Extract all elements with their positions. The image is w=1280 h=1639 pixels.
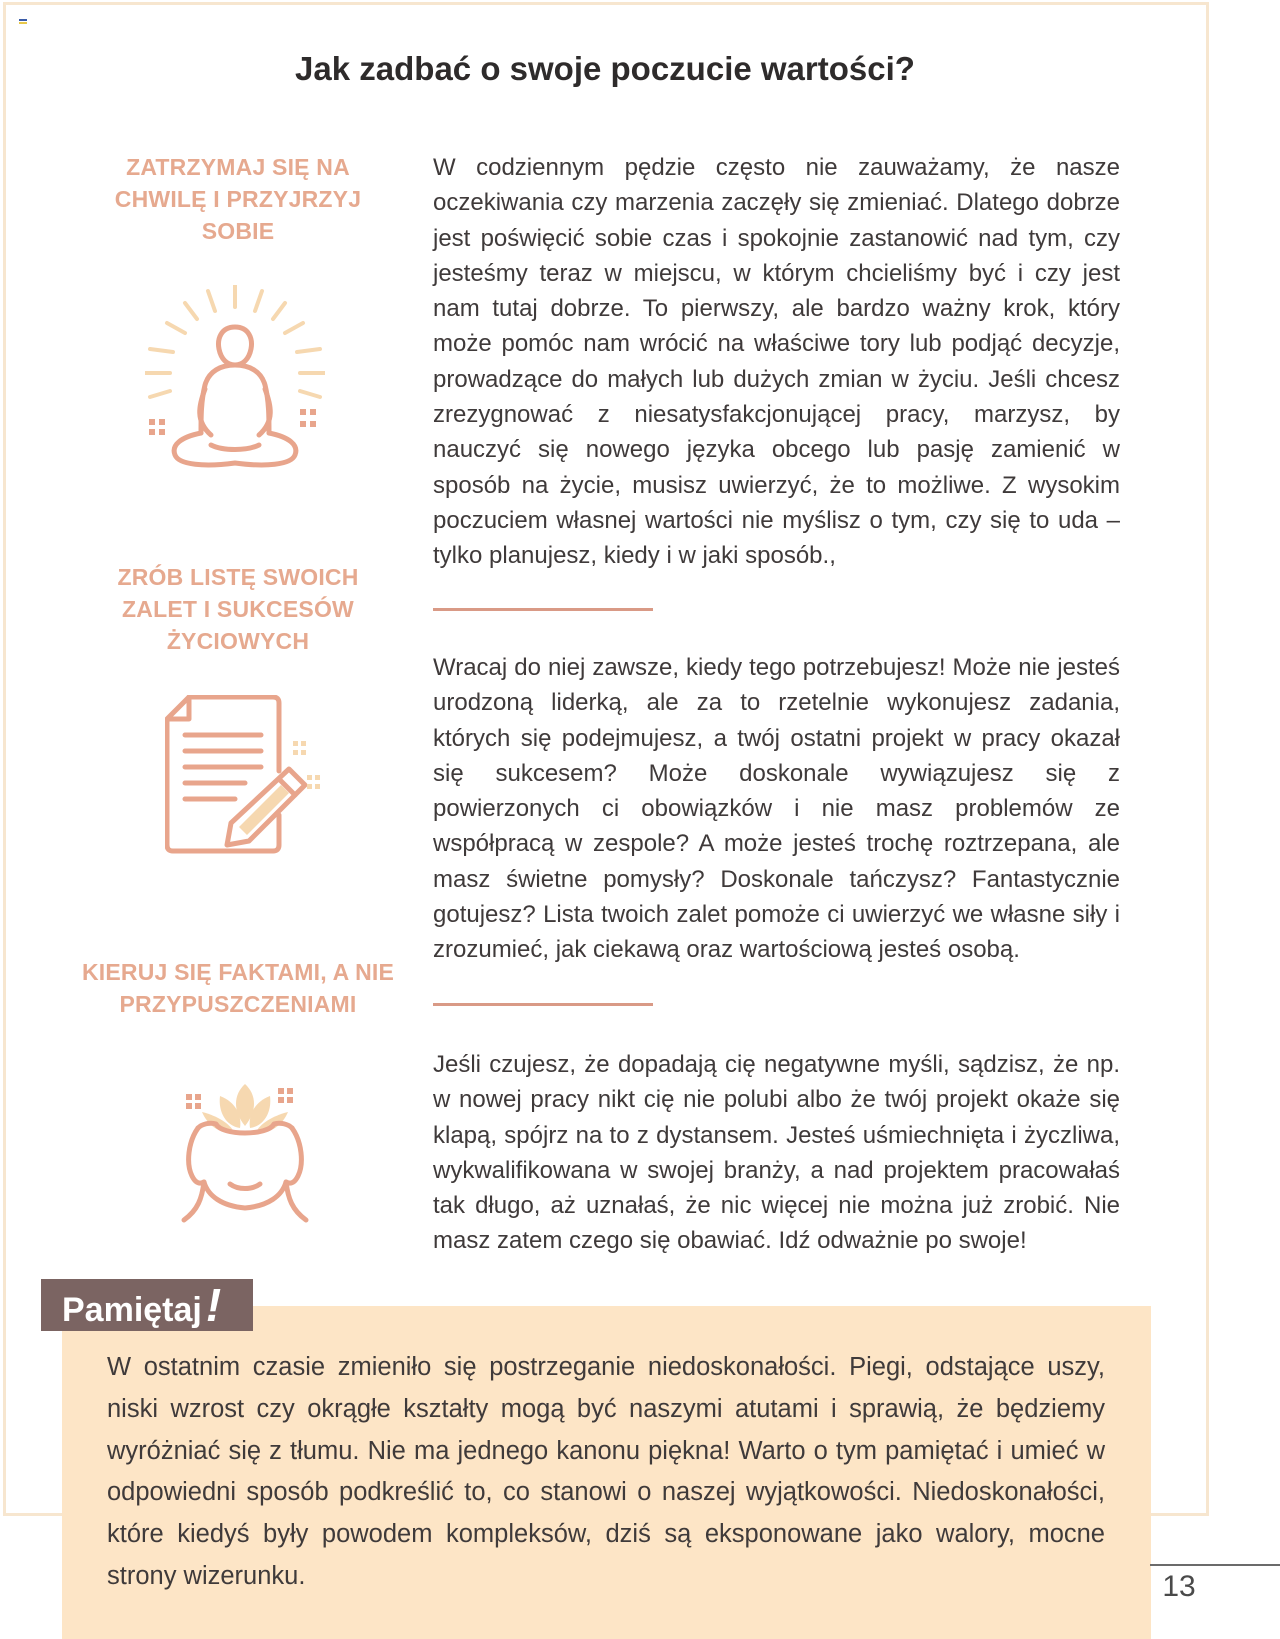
section-text-list: Wracaj do niej zawsze, kiedy tego potrzebujesz! Może nie jesteś urodzoną liderką, ale za to rzetelnie wykonujesz zadania, których się podejmujesz, a twój ostatni projekt w pracy okazał się sukcesem? Może doskonale wywiązujesz się z powierzonych ci obowiązków i nie masz problemów ze współpracą w zespole? A może jesteś trochę roztrzepana, ale masz świetne pomysły? Doskonale tańczysz? Fantastycznie gotujesz? Lista twoich zalet pomoże ci uwierzyć we własne siły i zrozumieć, jak ciekawą oraz wartościową jesteś osobą.	[433, 654, 1120, 964]
note-label-text: Pamiętaj	[62, 1291, 202, 1329]
section-heading-facts: KIERUJ SIĘ FAKTAMI, A NIE PRZYPUSZCZENIAMI	[81, 959, 395, 1017]
section-text-facts: Jeśli czujesz, że dopadają cię negatywne myśli, sądzisz, że np. w nowej pracy nikt cię nie polubi albo że twój projekt okaże się klapą, spójrz na to z dystansem. Jesteś uśmiechnięta i życzliwa, wykwalifikowana w swojej branży, a nad projektem pracowałaś tak długo, aż uznałaś, że nic więcej nie można już zrobić. Nie masz zatem czego się obawiać. Idź odważnie po swoje!	[433, 1051, 1120, 1255]
section-heading-pause: ZATRZYMAJ SIĘ NA CHWILĘ I PRZYJRZYJ SOBIE	[114, 154, 362, 244]
section-divider	[433, 1003, 653, 1006]
note-text: W ostatnim czasie zmieniło się postrzeganie niedoskonałości. Piegi, odstające uszy, niski wzrost czy okrągłe kształty mogą być naszymi atutami i sprawią, że będziemy wyróżniać się z tłumu. Nie ma jednego kanonu piękna! Warto o tym pamiętać i umieć w odpowiedni sposób podkreślić to, co stanowi o naszej wyjątkowości. Niedoskonałości, które kiedyś były powodem kompleksów, dziś są eksponowane jako walory, mocne strony wizerunku.	[107, 1353, 1105, 1590]
section-divider	[433, 608, 653, 611]
note-label	[41, 1279, 253, 1331]
meditation-icon	[145, 285, 325, 485]
page-number: 13	[1162, 1570, 1196, 1603]
section-text-pause: W codziennym pędzie często nie zauważamy, że nasze oczekiwania czy marzenia zaczęły się zmieniać. Dlatego dobrze jest poświęcić sobie czas i spokojnie zastanowić nad tym, czy jesteśmy teraz w miejscu, w którym chcieliśmy być i czy jest nam tutaj dobrze. To pierwszy, ale bardzo ważny krok, który może pomóc nam wrócić na właściwe tory lub podjąć decyzje, prowadzące do małych lub dużych zmian w życiu. Jeśli chcesz zrezygnować z niesatysfakcjonującej pracy, marzysz, by nauczyć się nowego języka obcego lub pasję zamienić w sposób na życie, musisz uwierzyć, że to możliwe. Z wysokim poczuciem własnej wartości nie myślisz o tym, czy się to uda – tylko planujesz, kiedy i w jaki sposób.,	[433, 154, 1120, 570]
page-title: Jak zadbać o swoje poczucie wartości?	[295, 50, 915, 87]
page-number-rule	[1150, 1564, 1280, 1566]
head-lotus-icon	[180, 1080, 310, 1230]
exclamation-icon: !	[205, 1279, 222, 1331]
section-heading-list: ZRÓB LISTĘ SWOICH ZALET I SUKCESÓW ŻYCIOWYCH	[117, 564, 359, 654]
document-pencil-icon	[165, 695, 325, 855]
corner-mark-icon	[19, 19, 27, 26]
